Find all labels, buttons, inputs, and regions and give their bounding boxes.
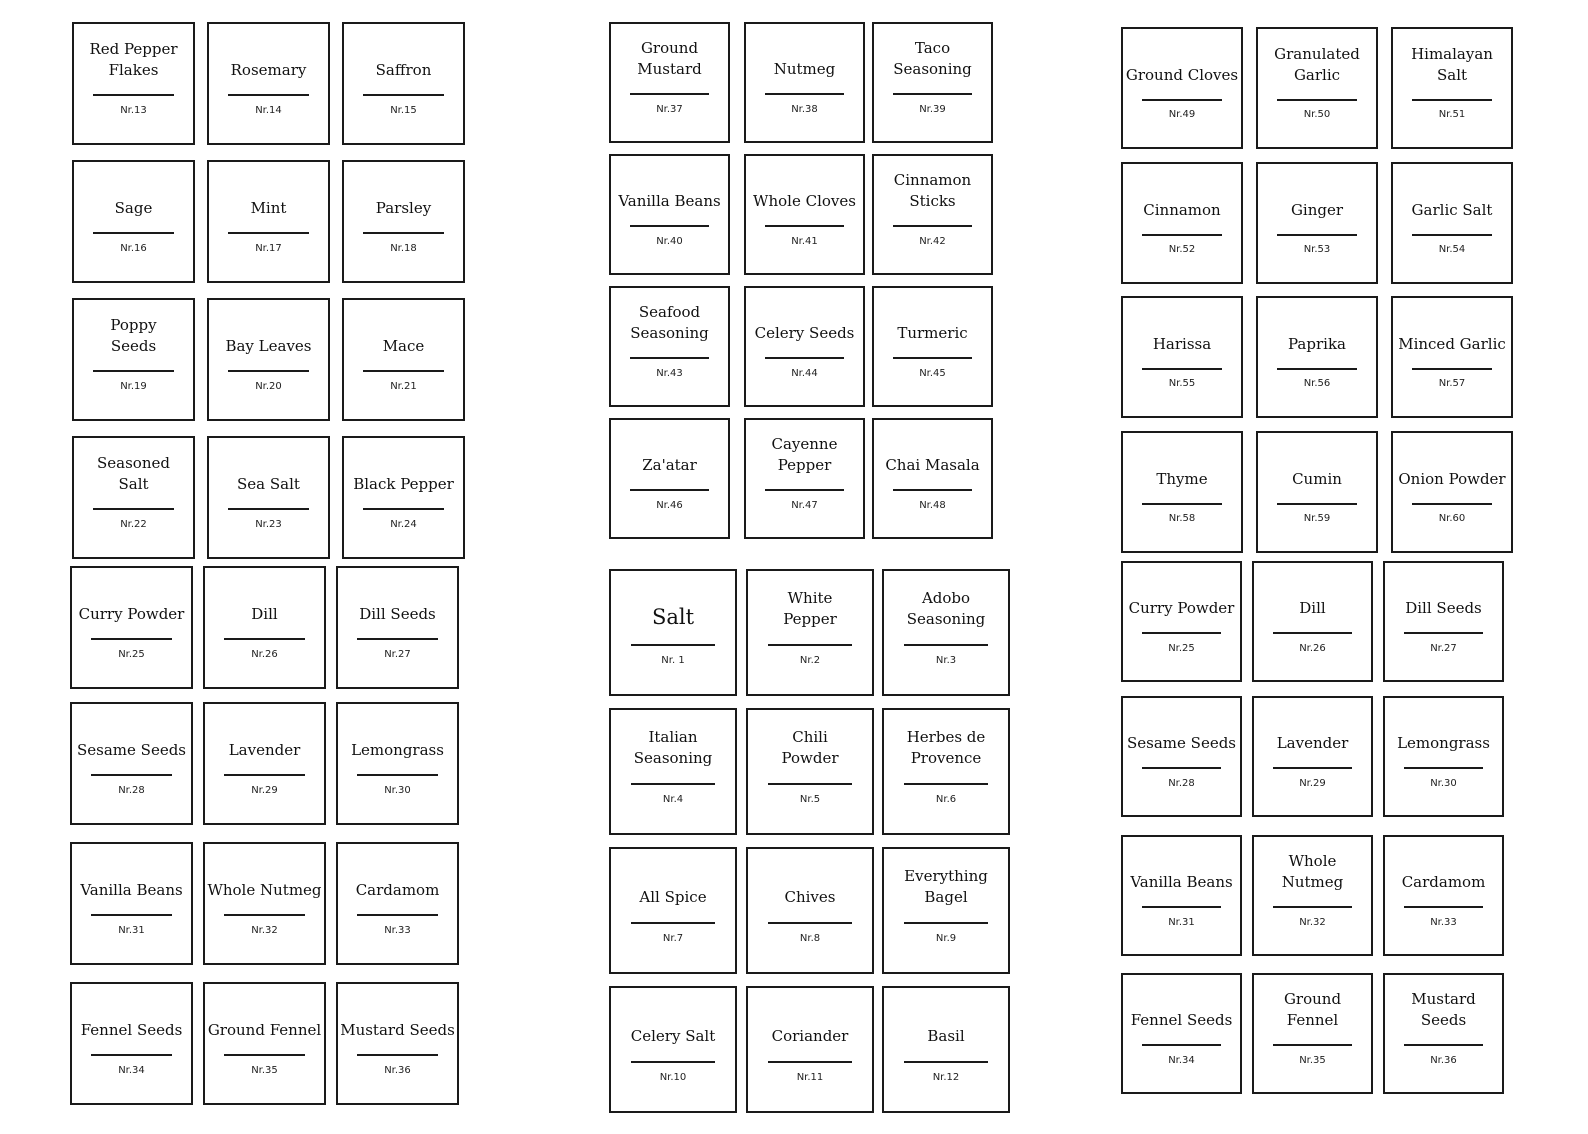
spice-number: Nr.36 — [1430, 1054, 1457, 1066]
spice-label — [1383, 696, 1504, 817]
spice-name: Mace — [382, 337, 425, 356]
spice-number: Nr.28 — [118, 784, 145, 796]
label-divider — [93, 232, 174, 234]
label-divider — [1142, 368, 1222, 370]
spice-number: Nr.17 — [255, 242, 282, 254]
spice-label — [1252, 835, 1373, 956]
spice-number: Nr.10 — [659, 1071, 687, 1083]
label-divider — [630, 489, 710, 491]
label-divider — [357, 914, 438, 916]
spice-name: Mint — [250, 199, 287, 218]
spice-name: Ground Cloves — [1125, 65, 1239, 84]
spice-name: Whole Nutmeg — [207, 881, 322, 900]
spice-number: Nr.28 — [1168, 777, 1195, 789]
spice-number: Nr.30 — [1430, 777, 1457, 789]
spice-name: Chives — [784, 888, 836, 907]
spice-label — [72, 22, 195, 145]
label-divider — [765, 93, 845, 95]
spice-number: Nr.32 — [251, 924, 278, 936]
spice-number: Nr.24 — [390, 518, 417, 530]
label-divider — [224, 774, 305, 776]
spice-number: Nr.50 — [1303, 109, 1331, 121]
spice-name: Turmeric — [897, 324, 968, 343]
spice-name: Sea Salt — [237, 475, 300, 494]
spice-number: Nr.35 — [1299, 1054, 1326, 1066]
spice-label — [882, 569, 1010, 696]
spice-label — [746, 708, 874, 835]
spice-name: Thyme — [1156, 469, 1208, 488]
spice-number: Nr.34 — [1168, 1054, 1195, 1066]
spice-name: Adobo Seasoning — [906, 589, 986, 629]
spice-label — [609, 286, 730, 407]
label-divider — [1142, 632, 1222, 634]
label-divider — [1412, 503, 1492, 505]
label-divider — [631, 783, 715, 785]
spice-name: Lemongrass — [1397, 734, 1490, 753]
spice-number: Nr.26 — [1299, 642, 1326, 654]
spice-name: Cumin — [1292, 469, 1342, 488]
spice-label — [207, 22, 330, 145]
label-divider — [630, 93, 710, 95]
label-divider — [228, 94, 309, 96]
spice-name: Vanilla Beans — [618, 192, 721, 211]
label-divider — [357, 638, 438, 640]
spice-number: Nr.44 — [791, 367, 818, 379]
spice-name: Ground Mustard — [637, 39, 702, 79]
label-divider — [91, 1054, 172, 1056]
label-divider — [1277, 503, 1357, 505]
spice-label — [1383, 561, 1504, 682]
spice-name: Lemongrass — [351, 741, 444, 760]
spice-number: Nr.7 — [662, 932, 684, 944]
spice-label — [609, 418, 730, 539]
spice-number: Nr.38 — [791, 103, 818, 115]
spice-number: Nr.53 — [1303, 244, 1331, 256]
spice-number: Nr.26 — [251, 648, 278, 660]
spice-number: Nr.56 — [1303, 378, 1331, 390]
label-divider — [93, 370, 174, 372]
spice-label — [1391, 162, 1513, 284]
spice-label — [1252, 696, 1373, 817]
label-divider — [768, 922, 852, 924]
label-divider — [631, 644, 715, 646]
spice-number: Nr.23 — [255, 518, 282, 530]
spice-label — [746, 847, 874, 974]
spice-label — [609, 708, 737, 835]
label-divider — [1142, 234, 1222, 236]
spice-number: Nr.57 — [1438, 378, 1466, 390]
label-divider — [1404, 1044, 1484, 1046]
spice-name: All Spice — [639, 888, 707, 907]
label-divider — [765, 357, 845, 359]
spice-label — [744, 154, 865, 275]
label-divider — [765, 489, 845, 491]
spice-number: Nr.46 — [656, 499, 683, 511]
spice-label — [336, 566, 459, 689]
spice-label — [336, 842, 459, 965]
label-divider — [91, 638, 172, 640]
label-divider — [765, 225, 845, 227]
spice-number: Nr.36 — [384, 1064, 411, 1076]
spice-name: Curry Powder — [78, 605, 185, 624]
spice-label — [1121, 561, 1242, 682]
label-divider — [630, 225, 710, 227]
spice-name: Parsley — [375, 199, 432, 218]
label-divider — [91, 914, 172, 916]
spice-name: Cinnamon — [1143, 200, 1221, 219]
spice-name: Chili Powder — [781, 728, 839, 768]
label-divider — [357, 774, 438, 776]
label-divider — [1277, 368, 1357, 370]
spice-name: Ground Fennel — [207, 1021, 322, 1040]
spice-label — [1383, 973, 1504, 1094]
spice-name: Sesame Seeds — [77, 741, 186, 760]
spice-number: Nr.31 — [118, 924, 145, 936]
label-divider — [228, 508, 309, 510]
spice-number: Nr.16 — [120, 242, 147, 254]
spice-number: Nr.45 — [919, 367, 946, 379]
spice-label — [70, 702, 193, 825]
spice-number: Nr.55 — [1168, 378, 1196, 390]
spice-label — [203, 702, 326, 825]
spice-name: Saffron — [375, 61, 432, 80]
spice-number: Nr.33 — [384, 924, 411, 936]
spice-name: Granulated Garlic — [1274, 44, 1360, 84]
label-divider — [1142, 503, 1222, 505]
label-divider — [631, 922, 715, 924]
spice-number: Nr.37 — [656, 103, 683, 115]
spice-number: Nr.27 — [1430, 642, 1457, 654]
spice-name: Dill — [1299, 599, 1326, 618]
spice-name: Dill Seeds — [359, 605, 436, 624]
spice-number: Nr.5 — [799, 793, 821, 805]
spice-label — [609, 569, 737, 696]
label-divider — [1142, 767, 1222, 769]
label-divider — [904, 1061, 988, 1063]
spice-number: Nr.47 — [791, 499, 818, 511]
label-divider — [630, 357, 710, 359]
spice-label — [1252, 973, 1373, 1094]
label-divider — [1273, 767, 1353, 769]
label-divider — [363, 94, 444, 96]
spice-name: Lavender — [228, 741, 301, 760]
spice-label — [1121, 696, 1242, 817]
spice-label — [872, 286, 993, 407]
spice-name: Whole Nutmeg — [1281, 852, 1344, 892]
label-divider — [904, 783, 988, 785]
spice-name: Cinnamon Sticks — [893, 171, 972, 211]
label-divider — [1142, 99, 1222, 101]
spice-number: Nr.60 — [1438, 513, 1466, 525]
spice-number: Nr.8 — [799, 932, 821, 944]
spice-label — [872, 418, 993, 539]
spice-label — [882, 847, 1010, 974]
spice-label — [882, 986, 1010, 1113]
spice-name: Garlic Salt — [1411, 200, 1493, 219]
spice-name: Chai Masala — [885, 456, 980, 475]
spice-label — [882, 708, 1010, 835]
spice-label — [1391, 27, 1513, 149]
label-divider — [893, 357, 973, 359]
spice-name: Seafood Seasoning — [630, 303, 709, 343]
spice-name: Mustard Seeds — [1411, 990, 1476, 1030]
spice-number: Nr.40 — [656, 235, 683, 247]
spice-number: Nr.9 — [935, 932, 957, 944]
label-divider — [1277, 99, 1357, 101]
spice-label — [1383, 835, 1504, 956]
spice-label — [1256, 27, 1378, 149]
spice-number: Nr.32 — [1299, 916, 1326, 928]
spice-number: Nr.59 — [1303, 513, 1331, 525]
spice-label — [1121, 431, 1243, 553]
spice-label — [342, 160, 465, 283]
spice-name: Himalayan Salt — [1411, 44, 1493, 84]
spice-name: Curry Powder — [1128, 599, 1235, 618]
label-divider — [1404, 767, 1484, 769]
spice-label — [203, 566, 326, 689]
spice-number: Nr.12 — [932, 1071, 960, 1083]
label-divider — [1273, 906, 1353, 908]
spice-name: Seasoned Salt — [97, 454, 170, 494]
spice-label — [72, 160, 195, 283]
spice-label — [1121, 835, 1242, 956]
spice-name: Harissa — [1152, 334, 1212, 353]
spice-label — [746, 569, 874, 696]
spice-number: Nr.39 — [919, 103, 946, 115]
spice-name: Ginger — [1290, 200, 1344, 219]
spice-number: Nr.4 — [662, 793, 684, 805]
label-divider — [363, 508, 444, 510]
spice-number: Nr.18 — [390, 242, 417, 254]
spice-number: Nr.22 — [120, 518, 147, 530]
spice-number: Nr.13 — [120, 104, 147, 116]
spice-name: Celery Seeds — [754, 324, 855, 343]
spice-number: Nr.30 — [384, 784, 411, 796]
spice-name: Minced Garlic — [1398, 334, 1506, 353]
spice-number: Nr.25 — [118, 648, 145, 660]
spice-name: White Pepper — [783, 589, 837, 629]
label-divider — [893, 93, 973, 95]
label-divider — [1142, 906, 1222, 908]
label-divider — [357, 1054, 438, 1056]
spice-number: Nr.6 — [935, 793, 957, 805]
spice-number: Nr.27 — [384, 648, 411, 660]
label-divider — [93, 508, 174, 510]
spice-name: Everything Bagel — [904, 867, 988, 907]
label-divider — [1142, 1044, 1222, 1046]
spice-name: Basil — [927, 1027, 965, 1046]
label-divider — [1404, 632, 1484, 634]
spice-name: Sesame Seeds — [1127, 734, 1236, 753]
label-divider — [224, 638, 305, 640]
spice-name: Za'atar — [642, 456, 697, 475]
spice-number: Nr.33 — [1430, 916, 1457, 928]
spice-label — [1121, 296, 1243, 418]
label-divider — [904, 922, 988, 924]
spice-label — [72, 436, 195, 559]
spice-label — [1121, 27, 1243, 149]
spice-label — [1121, 973, 1242, 1094]
label-divider — [1277, 234, 1357, 236]
spice-number: Nr.34 — [118, 1064, 145, 1076]
label-divider — [631, 1061, 715, 1063]
spice-name: Onion Powder — [1398, 469, 1506, 488]
spice-name: Celery Salt — [630, 1027, 716, 1046]
spice-label — [1121, 162, 1243, 284]
spice-name: Rosemary — [230, 61, 307, 80]
spice-number: Nr.43 — [656, 367, 683, 379]
spice-label — [1391, 296, 1513, 418]
spice-name: Taco Seasoning — [893, 39, 972, 79]
spice-name: Mustard Seeds — [340, 1021, 455, 1040]
spice-number: Nr.54 — [1438, 244, 1466, 256]
spice-name: Black Pepper — [353, 475, 454, 494]
label-divider — [228, 370, 309, 372]
label-divider — [91, 774, 172, 776]
spice-label — [72, 298, 195, 421]
spice-label — [207, 160, 330, 283]
label-divider — [904, 644, 988, 646]
label-divider — [1412, 234, 1492, 236]
spice-name: Vanilla Beans — [1130, 873, 1233, 892]
label-divider — [363, 232, 444, 234]
spice-number: Nr.49 — [1168, 109, 1196, 121]
spice-name: Salt — [651, 605, 695, 630]
spice-name: Paprika — [1288, 334, 1346, 353]
spice-number: Nr.51 — [1438, 109, 1466, 121]
spice-label — [609, 986, 737, 1113]
label-divider — [768, 783, 852, 785]
label-divider — [1273, 632, 1353, 634]
spice-number: Nr.21 — [390, 380, 417, 392]
spice-label — [1256, 162, 1378, 284]
spice-name: Bay Leaves — [225, 337, 312, 356]
spice-number: Nr.14 — [255, 104, 282, 116]
spice-label — [70, 566, 193, 689]
spice-label — [207, 298, 330, 421]
spice-name: Lavender — [1276, 734, 1349, 753]
spice-name: Dill — [251, 605, 278, 624]
spice-label — [342, 436, 465, 559]
spice-label — [336, 982, 459, 1105]
spice-label — [872, 22, 993, 143]
spice-number: Nr.42 — [919, 235, 946, 247]
spice-label — [744, 418, 865, 539]
label-divider — [1412, 99, 1492, 101]
label-divider — [1412, 368, 1492, 370]
spice-label — [70, 982, 193, 1105]
spice-label — [744, 286, 865, 407]
spice-label — [1256, 431, 1378, 553]
spice-name: Fennel Seeds — [80, 1021, 183, 1040]
label-divider — [893, 489, 973, 491]
label-divider — [1273, 1044, 1353, 1046]
label-divider — [93, 94, 174, 96]
spice-name: Herbes de Provence — [906, 728, 986, 768]
spice-number: Nr.29 — [251, 784, 278, 796]
spice-number: Nr.15 — [390, 104, 417, 116]
spice-label — [336, 702, 459, 825]
spice-label — [203, 982, 326, 1105]
spice-name: Cardamom — [1401, 873, 1486, 892]
spice-label — [609, 154, 730, 275]
spice-number: Nr.11 — [796, 1071, 824, 1083]
spice-label — [609, 22, 730, 143]
spice-name: Whole Cloves — [753, 192, 856, 211]
spice-number: Nr.31 — [1168, 916, 1195, 928]
spice-name: Red Pepper Flakes — [89, 40, 178, 80]
label-divider — [1404, 906, 1484, 908]
spice-number: Nr.19 — [120, 380, 147, 392]
spice-label — [70, 842, 193, 965]
label-divider — [768, 644, 852, 646]
label-divider — [224, 1054, 305, 1056]
spice-label — [1391, 431, 1513, 553]
label-divider — [893, 225, 973, 227]
spice-label — [1252, 561, 1373, 682]
spice-number: Nr.58 — [1168, 513, 1196, 525]
spice-name: Cardamom — [355, 881, 440, 900]
spice-number: Nr.25 — [1168, 642, 1195, 654]
label-divider — [228, 232, 309, 234]
spice-label — [342, 298, 465, 421]
spice-label — [207, 436, 330, 559]
spice-number: Nr.2 — [799, 654, 821, 666]
spice-label — [1256, 296, 1378, 418]
spice-label — [609, 847, 737, 974]
spice-name: Sage — [114, 199, 153, 218]
spice-label — [744, 22, 865, 143]
spice-name: Dill Seeds — [1405, 599, 1482, 618]
spice-name: Ground Fennel — [1283, 990, 1342, 1030]
spice-number: Nr. 1 — [661, 654, 685, 666]
spice-name: Vanilla Beans — [80, 881, 183, 900]
label-divider — [768, 1061, 852, 1063]
spice-label — [746, 986, 874, 1113]
spice-name: Fennel Seeds — [1130, 1011, 1233, 1030]
spice-number: Nr.52 — [1168, 244, 1196, 256]
spice-number: Nr.3 — [935, 654, 957, 666]
spice-name: Nutmeg — [773, 60, 836, 79]
spice-label — [342, 22, 465, 145]
spice-number: Nr.48 — [919, 499, 946, 511]
spice-number: Nr.35 — [251, 1064, 278, 1076]
spice-number: Nr.41 — [791, 235, 818, 247]
label-divider — [363, 370, 444, 372]
spice-name: Poppy Seeds — [110, 316, 157, 356]
label-divider — [224, 914, 305, 916]
spice-name: Coriander — [771, 1027, 849, 1046]
spice-number: Nr.20 — [255, 380, 282, 392]
spice-number: Nr.29 — [1299, 777, 1326, 789]
spice-label — [872, 154, 993, 275]
spice-name: Italian Seasoning — [633, 728, 713, 768]
spice-name: Cayenne Pepper — [771, 435, 838, 475]
spice-label — [203, 842, 326, 965]
